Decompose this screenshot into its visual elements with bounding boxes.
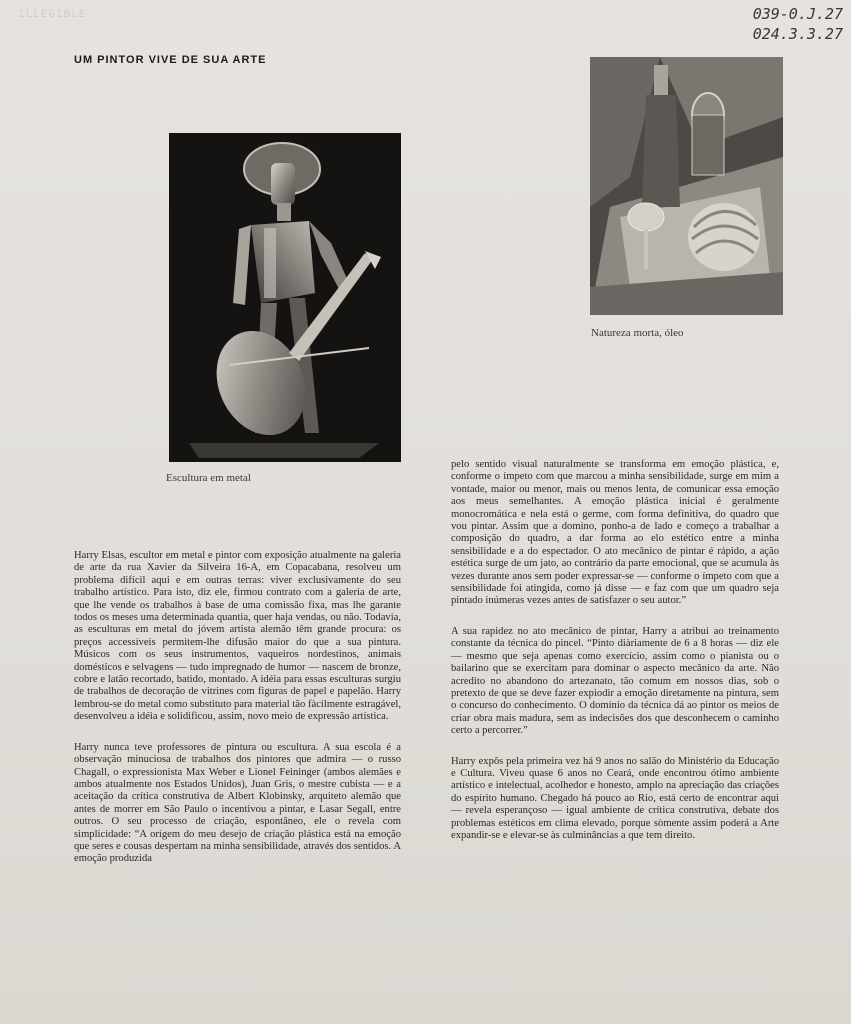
sculpture-photo	[169, 133, 401, 462]
sculpture-caption: Escultura em metal	[166, 472, 251, 484]
archive-code-line-1: 039-0.J.27	[752, 5, 843, 23]
archive-reference	[753, 4, 843, 44]
article-column-left	[74, 550, 401, 884]
sculpture-illustration	[169, 133, 401, 462]
right-paragraph-3: Harry expôs pela primeira vez há 9 anos no salão do Ministério da Educação e Cultura. Viveu quase 6 anos no Ceará, onde encontrou ótimo ambiente artístico e intelectual, acolhedor e honesto, amplo na apreciação das criações do espírito humano. Chegado há pouco ao Rio, está certo de encontrar aqui — revela esperançoso — igual ambiente de crítica construtiva, debate dos problemas estéticos em clima elevado, porque sòmente assim poderá a Arte expandir-se e elevar-se às culminâncias a que tem direito.	[451, 755, 779, 841]
archive-code-line-2: 024.3.3.27	[752, 25, 843, 43]
left-paragraph-2: Harry nunca teve professores de pintura ou escultura. A sua escola é a observação minuciosa de trabalhos dos pintores que admira — o russo Chagall, o expressionista Max Weber e Lionel Feininger (ambos alemães e ambos atualmente nos Estados Unidos), Juan Gris, o mestre cubista — e a aceitação da crítica construtiva de Albert Klobinsky, arquiteto alemão que antes de morrer em São Paulo o incentivou a pintar, e Lasar Segall, entre outros. O seu processo de criação, espontâneo, ele o revela com simplicidade: “A origem do meu desejo de criação plástica está na emoção que seres e cousas despertam na minha sensibilidade, através dos sentidos. A emoção produzida	[74, 741, 401, 865]
right-paragraph-2: A sua rapidez no ato mecânico de pintar, Harry a atribui ao treinamento constante da técnica do pincel. “Pinto diàriamente de 6 a 8 horas — diz ele — mesmo que seja apenas como exercício, assim como o pianista ou o bailarino que se exercitam para dominar o aspecto mecânico da arte. Não acredito no abandono do artezanato, tão comum em nossos dias, sob o pretexto de que se deve fazer expiodir a emoção diretamente na pintura, sem o concurso do conhecimento. O domínio da técnica dá ao pintor os meios de criar obra mais madura, sem as indecisões dos que desconhecem o caminho certo a percorrer.”	[451, 625, 779, 737]
still-life-caption: Natureza morta, óleo	[591, 327, 684, 339]
left-paragraph-1: Harry Elsas, escultor em metal e pintor com exposição atualmente na galeria de arte da rua Xavier da Silveira 16-A, em Copacabana, resolveu um problema difícil aqui e em outras terras: viver exclusivamente do seu trabalho artístico. Para isto, diz ele, firmou contrato com a galeria de arte, que lhe vende os trabalhos à base de uma comissão fixa, mas lhe garante todos os meses uma determinada quantia, quer haja vendas, ou não. Todavia, as esculturas em metal do jóvem artista alemão têm grande procura: os preços accessíveis permitem-lhe difusão maior do que a sua pintura. Músicos com os seus instrumentos, vaqueiros nordestinos, animais domésticos e selvagens — tudo impregnado de humor — nascem de bronze, cobre e latão recortado, batido, montado. A idéia para essas esculturas surgiu de trabalhos de decoração de vitrines com figuras de papel e papelão. Harry lembrou-se do metal como substituto para material tão fàcilmente estragável, desenvolveu a idéia e solidificou, assim, novo meio de expressão artística.	[74, 550, 401, 723]
article-column-right	[451, 459, 779, 860]
faded-corner-stamp	[18, 8, 86, 22]
still-life-illustration	[590, 57, 783, 315]
article-title: UM PINTOR VIVE DE SUA ARTE	[74, 54, 267, 66]
right-paragraph-1: pelo sentido visual naturalmente se transforma em emoção plástica, e, conforme o ímpeto com que marcou a minha sensibilidade, surge em mim a vontade, maior ou menor, mais ou menos lenta, de comunicar essa emoção aos meus semelhantes. A emoção plástica inicial é geralmente monocromática e nela está o germe, com forma definitiva, do quadro que vou pintar. Assim que a domino, ponho-a de lado e começo a trabalhar a composição do quadro, a dar forma ao elo estético entre a minha sensibilidade e a do espectador. O ato mecânico de pintar é rápido, a ação estética surge de um jato, ao contrário da parte emocional, que se acumula às vezes durante anos sem poder expressar-se — conforme o ímpeto com que a sensibilidade foi atingida, como já disse — e faz com que um quadro seja pintado inúmeras vezes antes de satisfazer o seu autor.”	[451, 459, 779, 607]
still-life-photo	[590, 57, 783, 315]
faded-stamp-text: ILLEGIBLE	[18, 9, 87, 21]
